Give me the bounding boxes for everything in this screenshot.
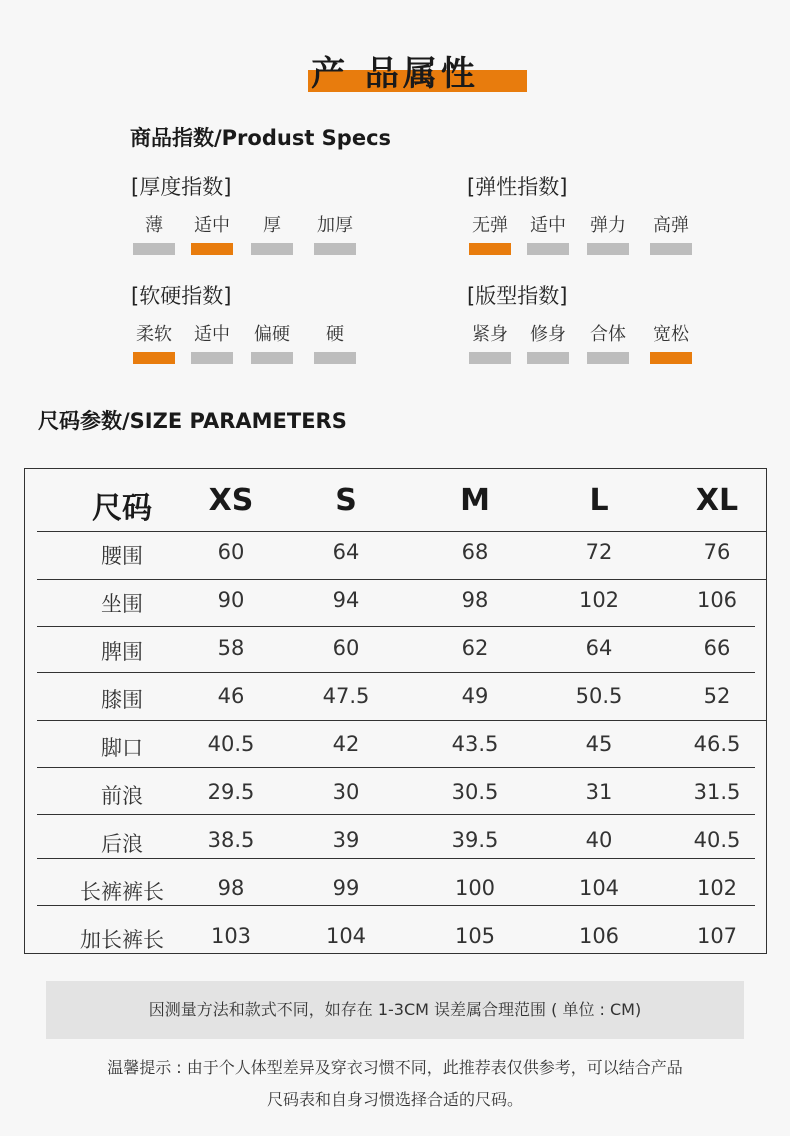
table-cell: 104: [578, 876, 620, 900]
spec-option: [133, 211, 175, 255]
spec-option-bar: [314, 352, 356, 364]
table-cell: 43.5: [451, 732, 499, 756]
spec-option-label: 适中: [530, 215, 566, 236]
spec-option-label: 厚: [263, 215, 281, 236]
spec-option-bar: [191, 352, 233, 364]
spec-option-bar: [587, 243, 629, 255]
table-cell: 46.5: [693, 732, 741, 756]
spec-group-title: [版型指数]: [467, 284, 568, 308]
table-cell: 30: [332, 780, 360, 804]
table-divider: [37, 531, 766, 532]
table-cell: 62: [461, 636, 489, 660]
spec-option-bar: [251, 352, 293, 364]
table-cell: 30.5: [451, 780, 499, 804]
table-cell: 66: [703, 636, 731, 660]
spec-option: [650, 211, 692, 255]
spec-option-label: 偏硬: [254, 324, 290, 345]
table-divider: [37, 720, 766, 721]
table-cell: 40.5: [207, 732, 255, 756]
spec-option-label: 柔软: [136, 324, 172, 345]
table-cell: L: [589, 483, 609, 518]
table-cell: 106: [696, 588, 738, 612]
table-divider: [37, 858, 755, 859]
table-cell: 90: [217, 588, 245, 612]
spec-option: [251, 320, 293, 364]
table-cell: 45: [585, 732, 613, 756]
spec-group-title: [厚度指数]: [131, 175, 232, 199]
page-title-section: [0, 40, 790, 100]
table-cell: 46: [217, 684, 245, 708]
table-cell: 102: [696, 876, 738, 900]
spec-option-label: 适中: [194, 215, 230, 236]
specs-heading: 商品指数/Produst Specs: [130, 126, 392, 150]
table-cell: 64: [585, 636, 613, 660]
table-cell: 42: [332, 732, 360, 756]
table-cell: XS: [208, 483, 254, 518]
spec-option: [527, 320, 569, 364]
table-cell: 60: [332, 636, 360, 660]
spec-option: [469, 211, 511, 255]
table-divider: [37, 814, 755, 815]
page-title: 产 品属性: [311, 54, 479, 94]
row-label-cell: 前浪: [101, 784, 143, 808]
table-cell: 102: [578, 588, 620, 612]
table-cell: 39: [332, 828, 360, 852]
tip-line-1: 温馨提示 : 由于个人体型差异及穿衣习惯不同，此推荐表仅供参考，可以结合产品: [107, 1058, 683, 1077]
row-label-cell: 膝围: [101, 688, 143, 712]
spec-group-softness: [131, 280, 391, 380]
table-cell: 40.5: [693, 828, 741, 852]
spec-option: [314, 211, 356, 255]
row-label-cell: 脾围: [101, 640, 143, 664]
row-label-cell: 尺码: [92, 491, 152, 526]
spec-option-bar: [650, 243, 692, 255]
row-label-cell: 加长裤长: [80, 928, 164, 952]
table-cell: 31: [585, 780, 613, 804]
table-cell: 58: [217, 636, 245, 660]
spec-group-title: [软硬指数]: [131, 284, 232, 308]
spec-option-bar-selected: [191, 243, 233, 255]
table-cell: 76: [703, 540, 731, 564]
table-cell: 72: [585, 540, 613, 564]
spec-option-bar-selected: [133, 352, 175, 364]
spec-option: [587, 211, 629, 255]
spec-option-label: 高弹: [653, 215, 689, 236]
table-divider: [37, 579, 766, 580]
table-cell: 39.5: [451, 828, 499, 852]
spec-option: [133, 320, 175, 364]
table-cell: 103: [210, 924, 252, 948]
spec-options: [131, 320, 391, 380]
spec-option-bar: [314, 243, 356, 255]
spec-option-bar: [527, 352, 569, 364]
table-cell: 104: [325, 924, 367, 948]
spec-group-thickness: [131, 171, 391, 271]
spec-option-bar: [527, 243, 569, 255]
row-label-cell: 长裤裤长: [80, 880, 164, 904]
spec-option: [191, 320, 233, 364]
table-cell: 98: [461, 588, 489, 612]
table-divider: [37, 672, 755, 673]
row-label-cell: 坐围: [101, 592, 143, 616]
spec-option: [314, 320, 356, 364]
table-cell: 40: [585, 828, 613, 852]
table-cell: 52: [703, 684, 731, 708]
table-cell: 31.5: [693, 780, 741, 804]
spec-group-elasticity: [467, 171, 727, 271]
table-cell: 68: [461, 540, 489, 564]
spec-option-label: 弹力: [590, 215, 626, 236]
table-cell: 29.5: [207, 780, 255, 804]
table-cell: 100: [454, 876, 496, 900]
spec-options: [131, 211, 391, 271]
table-cell: XL: [695, 483, 739, 518]
spec-option-label: 加厚: [317, 215, 353, 236]
table-cell: 50.5: [575, 684, 623, 708]
spec-option-label: 适中: [194, 324, 230, 345]
spec-option: [527, 211, 569, 255]
table-cell: 38.5: [207, 828, 255, 852]
spec-options: [467, 211, 727, 271]
table-divider: [37, 626, 755, 627]
spec-option: [587, 320, 629, 364]
tip-line-2: 尺码表和自身习惯选择合适的尺码。: [266, 1090, 523, 1109]
row-label-cell: 腰围: [101, 544, 143, 568]
table-cell: 99: [332, 876, 360, 900]
spec-option: [650, 320, 692, 364]
measurement-note: 因测量方法和款式不同，如存在 1-3CM 误差属合理范围 ( 单位 : CM): [46, 981, 744, 1039]
spec-option-bar: [469, 352, 511, 364]
spec-option: [191, 211, 233, 255]
spec-option: [469, 320, 511, 364]
table-cell: 105: [454, 924, 496, 948]
table-cell: 64: [332, 540, 360, 564]
spec-option: [251, 211, 293, 255]
table-cell: 107: [696, 924, 738, 948]
spec-option-bar-selected: [469, 243, 511, 255]
spec-option-bar: [587, 352, 629, 364]
row-label-cell: 后浪: [101, 832, 143, 856]
table-cell: 98: [217, 876, 245, 900]
spec-option-bar-selected: [650, 352, 692, 364]
table-cell: 94: [332, 588, 360, 612]
table-cell: M: [460, 483, 490, 518]
table-cell: 47.5: [322, 684, 370, 708]
spec-option-label: 合体: [590, 324, 626, 345]
table-cell: S: [335, 483, 357, 518]
spec-options: [467, 320, 727, 380]
spec-option-label: 硬: [326, 324, 344, 345]
row-label-cell: 脚口: [101, 736, 143, 760]
table-cell: 49: [461, 684, 489, 708]
size-table: [24, 468, 767, 954]
spec-option-label: 修身: [530, 324, 566, 345]
spec-group-fit: [467, 280, 727, 380]
spec-group-title: [弹性指数]: [467, 175, 568, 199]
spec-option-bar: [133, 243, 175, 255]
spec-option-label: 宽松: [653, 324, 689, 345]
table-cell: 106: [578, 924, 620, 948]
spec-option-bar: [251, 243, 293, 255]
spec-option-label: 紧身: [472, 324, 508, 345]
table-divider: [37, 767, 755, 768]
size-heading: 尺码参数/SIZE PARAMETERS: [38, 409, 347, 433]
spec-option-label: 薄: [145, 215, 163, 236]
spec-option-label: 无弹: [472, 215, 508, 236]
table-cell: 60: [217, 540, 245, 564]
